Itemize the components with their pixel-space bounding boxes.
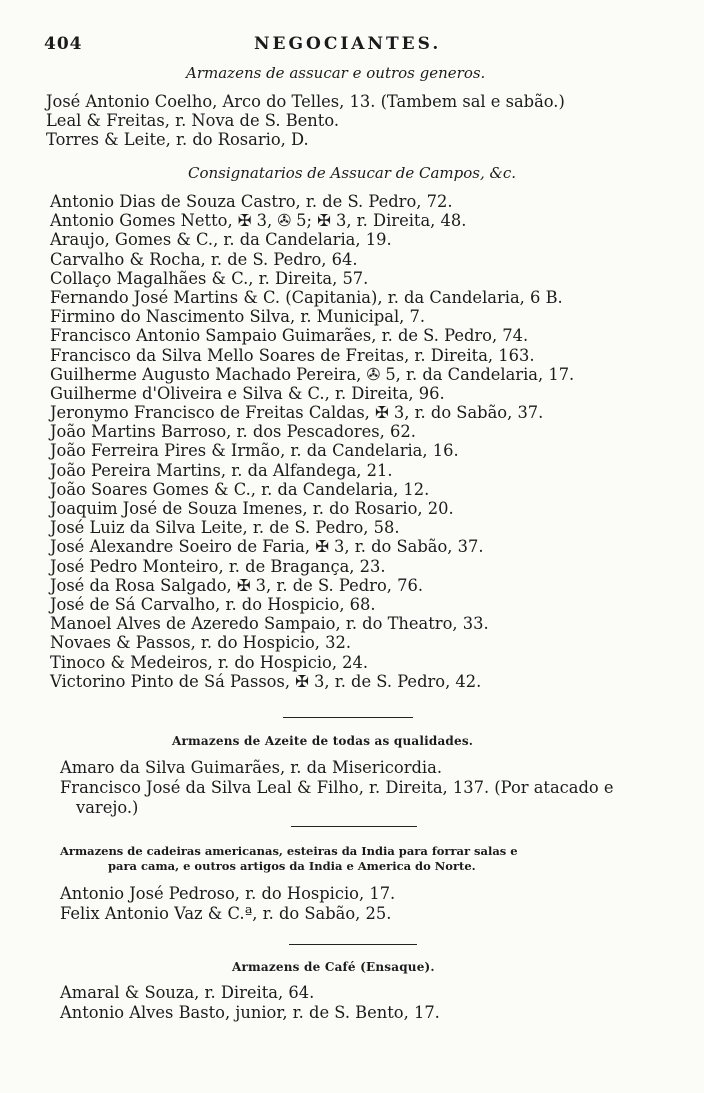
list-item: Manoel Alves de Azeredo Sampaio, r. do Theatro, 33. — [50, 614, 489, 634]
running-header — [44, 34, 664, 60]
list-item: Antonio Alves Basto, junior, r. de S. Bento, 17. — [60, 1003, 440, 1022]
list-item: Felix Antonio Vaz & C.ª, r. do Sabão, 25. — [60, 904, 392, 923]
list-item: Francisco Antonio Sampaio Guimarães, r. de S. Pedro, 74. — [50, 326, 529, 346]
list-item: João Martins Barroso, r. dos Pescadores, 62. — [50, 422, 416, 442]
list-item: José Alexandre Soeiro de Faria, ✠ 3, r. do Sabão, 37. — [50, 537, 484, 557]
heading-azeite: Armazens de Azeite de todas as qualidades. — [172, 734, 474, 748]
list-item: Joaquim José de Souza Imenes, r. do Rosario, 20. — [50, 499, 454, 518]
section-divider — [289, 944, 417, 945]
list-item: João Soares Gomes & C., r. da Candelaria, 12. — [50, 479, 430, 499]
azeite-list — [60, 758, 614, 818]
list-item-continuation: varejo.) — [76, 798, 139, 817]
subheading-consignatarios: Consignatarios de Assucar de Campos, &c. — [188, 164, 517, 182]
list-item: Antonio Dias de Souza Castro, r. de S. Pedro, 72. — [50, 192, 453, 211]
list-item: Antonio Gomes Netto, ✠ 3, ✇ 5; ✠ 3, r. Direita, 48. — [50, 211, 467, 231]
heading-cafe: Armazens de Café (Ensaque). — [232, 960, 435, 974]
cafe-list — [60, 983, 440, 1023]
list-item: Firmino do Nascimento Silva, r. Municipal, 7. — [50, 307, 426, 327]
list-item: Amaral & Souza, r. Direita, 64. — [60, 983, 315, 1002]
list-item: Jeronymo Francisco de Freitas Caldas, ✠ 3, r. do Sabão, 37. — [50, 403, 544, 423]
heading-line: para cama, e outros artigos da India e America do Norte. — [108, 859, 476, 873]
list-item: Antonio José Pedroso, r. do Hospicio, 17. — [60, 884, 396, 903]
heading-cadeiras — [60, 844, 630, 874]
list-item: Torres & Leite, r. do Rosario, D. — [46, 130, 309, 150]
list-item: Leal & Freitas, r. Nova de S. Bento. — [46, 111, 340, 131]
list-item: João Ferreira Pires & Irmão, r. da Candelaria, 16. — [50, 441, 459, 461]
consignatarios-list — [50, 192, 574, 691]
section-divider — [291, 826, 417, 827]
list-item: José Antonio Coelho, Arco do Telles, 13. (Tambem sal e sabão.) — [46, 92, 565, 111]
list-item: Araujo, Gomes & C., r. da Candelaria, 19. — [50, 230, 392, 250]
assucar-list — [46, 92, 565, 150]
list-item: José Pedro Monteiro, r. de Bragança, 23. — [50, 556, 386, 576]
list-item: José Luiz da Silva Leite, r. de S. Pedro, 58. — [50, 518, 400, 538]
cadeiras-list — [60, 884, 395, 924]
subheading-assucar: Armazens de assucar e outros generos. — [186, 64, 486, 82]
list-item: Novaes & Passos, r. do Hospicio, 32. — [50, 633, 352, 653]
list-item: José da Rosa Salgado, ✠ 3, r. de S. Pedro, 76. — [50, 575, 424, 595]
list-item: Guilherme Augusto Machado Pereira, ✇ 5, r. da Candelaria, 17. — [50, 364, 575, 384]
list-item: Victorino Pinto de Sá Passos, ✠ 3, r. de S. Pedro, 42. — [50, 671, 482, 691]
list-item: Francisco José da Silva Leal & Filho, r. Direita, 137. (Por atacado e — [60, 778, 614, 797]
list-item: Tinoco & Medeiros, r. do Hospicio, 24. — [50, 652, 369, 672]
list-item: Guilherme d'Oliveira e Silva & C., r. Direita, 96. — [50, 383, 445, 403]
list-item: Collaço Magalhães & C., r. Direita, 57. — [50, 268, 369, 288]
list-item: Carvalho & Rocha, r. de S. Pedro, 64. — [50, 249, 358, 269]
page-title: NEGOCIANTES. — [254, 34, 442, 54]
list-item: José de Sá Carvalho, r. do Hospicio, 68. — [50, 594, 376, 614]
section-divider — [283, 717, 413, 718]
list-item: Amaro da Silva Guimarães, r. da Misericordia. — [60, 758, 443, 777]
list-item: João Pereira Martins, r. da Alfandega, 21. — [50, 460, 393, 480]
heading-line: Armazens de cadeiras americanas, esteiras da India para forrar salas e — [60, 844, 518, 858]
page-number: 404 — [44, 34, 83, 54]
list-item: Fernando José Martins & C. (Capitania), r. da Candelaria, 6 B. — [50, 287, 563, 307]
list-item: Francisco da Silva Mello Soares de Freitas, r. Direita, 163. — [50, 345, 535, 365]
